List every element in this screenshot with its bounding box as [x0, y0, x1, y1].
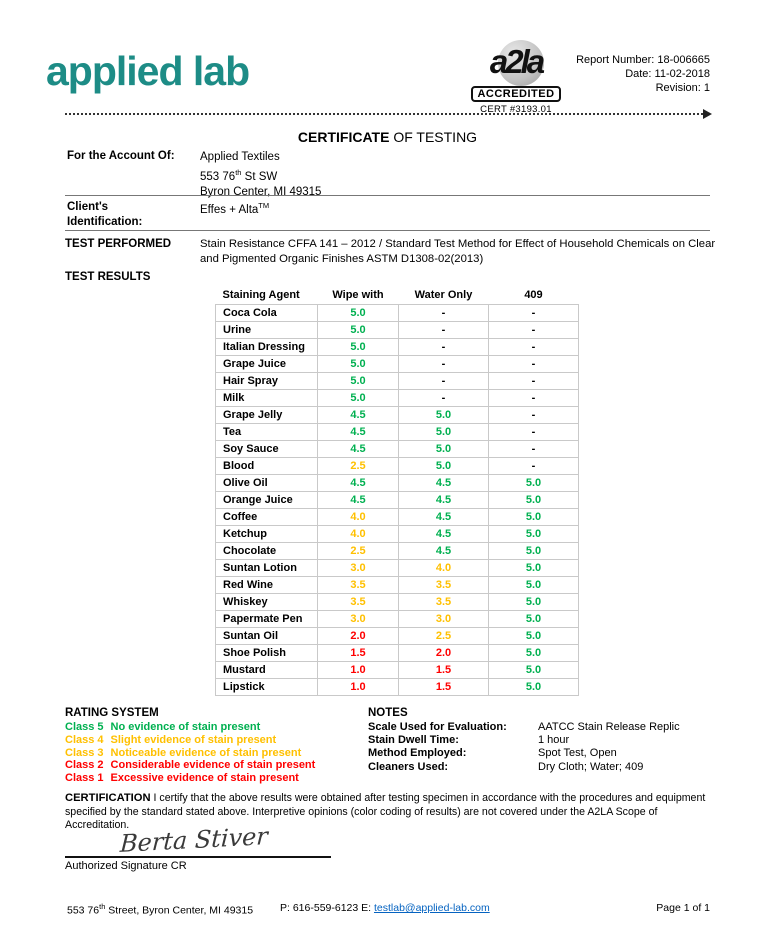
report-line: Report Number: 18-006665	[576, 54, 710, 66]
rating-class: Class 1	[65, 772, 104, 785]
col-409: 409	[524, 289, 543, 302]
note-label: Scale Used for Evaluation:	[368, 721, 507, 733]
table-row	[216, 610, 579, 627]
c409-cell: 5.0	[489, 559, 579, 576]
note-item	[368, 734, 713, 747]
wipe-cell: 5.0	[318, 389, 399, 406]
staining-agent-cell: Urine	[216, 321, 318, 338]
ordinal-sup: th	[99, 902, 106, 911]
note-label: Cleaners Used:	[368, 760, 449, 773]
c409-cell: 5.0	[489, 491, 579, 508]
note-value: Spot Test, Open	[538, 747, 617, 760]
c409-cell: 5.0	[489, 593, 579, 610]
water-cell: -	[399, 321, 489, 338]
report-line: Date: 11-02-2018	[625, 68, 710, 80]
water-cell: 3.5	[399, 576, 489, 593]
dotted-divider	[65, 113, 703, 115]
wipe-cell: 4.5	[318, 491, 399, 508]
staining-agent-cell: Soy Sauce	[216, 440, 318, 457]
table-row	[216, 457, 579, 474]
water-cell: 5.0	[399, 457, 489, 474]
water-cell: 5.0	[399, 406, 489, 423]
staining-agent-cell: Italian Dressing	[216, 338, 318, 355]
test-results-label: TEST RESULTS	[65, 271, 151, 283]
wipe-cell: 3.5	[318, 576, 399, 593]
wipe-cell: 5.0	[318, 355, 399, 372]
staining-agent-cell: Lipstick	[216, 678, 318, 695]
notes-title: NOTES	[368, 707, 408, 719]
wipe-cell: 3.0	[318, 559, 399, 576]
water-cell: 4.5	[399, 508, 489, 525]
certification-paragraph	[65, 792, 713, 833]
c409-cell: 5.0	[489, 508, 579, 525]
water-cell: 3.0	[399, 610, 489, 627]
wipe-cell: 4.5	[318, 406, 399, 423]
staining-agent-cell: Grape Juice	[216, 355, 318, 372]
table-row	[216, 542, 579, 559]
table-row	[216, 559, 579, 576]
c409-cell: -	[489, 372, 579, 389]
note-item	[368, 747, 713, 760]
wipe-cell: 5.0	[318, 372, 399, 389]
table-row	[216, 406, 579, 423]
report-info	[576, 53, 710, 95]
staining-agent-cell: Coca Cola	[216, 304, 318, 321]
water-cell: 4.5	[399, 491, 489, 508]
water-cell: 2.5	[399, 627, 489, 644]
email-link[interactable]: testlab@applied-lab.com	[373, 902, 490, 914]
water-cell: 4.0	[399, 559, 489, 576]
notes	[368, 707, 713, 774]
staining-agent-cell: Coffee	[216, 508, 318, 525]
table-row	[216, 627, 579, 644]
staining-agent-cell: Red Wine	[216, 576, 318, 593]
rating-item	[65, 747, 315, 760]
table-row	[216, 389, 579, 406]
signature-caption: Authorized Signature CR	[65, 860, 187, 872]
table-row	[216, 576, 579, 593]
rating-desc: Excessive evidence of stain present	[110, 772, 299, 785]
c409-cell: 5.0	[489, 678, 579, 695]
separator-line	[65, 195, 710, 196]
col-wipe-with: Wipe with	[332, 289, 384, 302]
note-value: AATCC Stain Release Replic	[538, 721, 680, 733]
separator-line	[65, 230, 710, 231]
c409-cell: -	[489, 457, 579, 474]
table-row	[216, 661, 579, 678]
page-title-strong: CERTIFICATE	[297, 129, 390, 145]
c409-cell: 5.0	[489, 627, 579, 644]
client-id-value: Effes + Alta™	[200, 201, 270, 216]
staining-agent-cell: Milk	[216, 389, 318, 406]
water-cell: 1.5	[399, 678, 489, 695]
c409-cell: 5.0	[489, 661, 579, 678]
table-row	[216, 372, 579, 389]
results-table-head	[216, 287, 579, 304]
staining-agent-cell: Whiskey	[216, 593, 318, 610]
test-performed-text: Stain Resistance CFFA 141 – 2012 / Standard Test Method for Effect of Household Chemicals on Clear and Pigmented Organic Finishes ASTM D1308-02(2013)	[200, 238, 716, 265]
wipe-cell: 3.5	[318, 593, 399, 610]
wipe-cell: 1.0	[318, 661, 399, 678]
table-row	[216, 644, 579, 661]
account-address	[200, 150, 321, 200]
certification-text: I certify that the above results were obtained after testing specimen in accordance with the procedures and equipment specified by the standard stated above. Interpretive opinions (color coding of results) are not covered under the A2LA Scope of Accreditation.	[65, 792, 706, 831]
c409-cell: 5.0	[489, 525, 579, 542]
rating-item	[65, 772, 315, 785]
water-cell: -	[399, 389, 489, 406]
results-table-body	[216, 304, 579, 695]
notes-list	[368, 721, 713, 774]
wipe-cell: 5.0	[318, 321, 399, 338]
c409-cell: -	[489, 423, 579, 440]
wipe-cell: 4.5	[318, 440, 399, 457]
c409-cell: -	[489, 338, 579, 355]
rating-item	[65, 734, 315, 747]
staining-agent-cell: Ketchup	[216, 525, 318, 542]
c409-cell: 5.0	[489, 576, 579, 593]
table-row	[216, 474, 579, 491]
account-label: For the Account Of:	[67, 150, 175, 162]
footer-address: 553 76th Street, Byron Center, MI 49315	[67, 902, 254, 917]
c409-cell: -	[489, 440, 579, 457]
table-row	[216, 678, 579, 695]
water-cell: 1.5	[399, 661, 489, 678]
rating-class: Class 3	[65, 746, 104, 759]
signature-handwriting: Berta Stiver	[119, 822, 269, 858]
account-street: 553 76th St SW	[200, 168, 278, 183]
staining-agent-cell: Hair Spray	[216, 372, 318, 389]
wipe-cell: 2.5	[318, 542, 399, 559]
table-row	[216, 321, 579, 338]
water-cell: -	[399, 355, 489, 372]
rating-class: Class 5	[65, 721, 104, 733]
water-cell: 4.5	[399, 474, 489, 491]
table-row	[216, 593, 579, 610]
col-water-only: Water Only	[414, 289, 473, 302]
staining-agent-cell: Grape Jelly	[216, 406, 318, 423]
rating-desc: Slight evidence of stain present	[110, 733, 277, 746]
rating-system-title: RATING SYSTEM	[65, 707, 159, 719]
staining-agent-cell: Orange Juice	[216, 491, 318, 508]
page-title-rest: OF TESTING	[389, 129, 478, 145]
water-cell: 2.0	[399, 644, 489, 661]
table-row	[216, 491, 579, 508]
footer-contact: P: 616-559-6123 E: testlab@applied-lab.com	[280, 902, 490, 914]
ordinal-sup: th	[235, 168, 242, 177]
accredited-label: ACCREDITED	[471, 86, 560, 102]
rating-desc: No evidence of stain present	[110, 721, 261, 733]
page-title	[65, 129, 710, 145]
water-cell: 3.5	[399, 593, 489, 610]
staining-agent-cell: Olive Oil	[216, 474, 318, 491]
staining-agent-cell: Tea	[216, 423, 318, 440]
c409-cell: 5.0	[489, 542, 579, 559]
wipe-cell: 5.0	[318, 338, 399, 355]
water-cell: 4.5	[399, 525, 489, 542]
c409-cell: 5.0	[489, 644, 579, 661]
c409-cell: 5.0	[489, 610, 579, 627]
table-row	[216, 508, 579, 525]
staining-agent-cell: Shoe Polish	[216, 644, 318, 661]
footer-page-number: Page 1 of 1	[656, 902, 710, 914]
table-row	[216, 525, 579, 542]
c409-cell: -	[489, 389, 579, 406]
c409-cell: -	[489, 406, 579, 423]
note-label: Stain Dwell Time:	[368, 734, 459, 747]
staining-agent-cell: Blood	[216, 457, 318, 474]
rating-item	[65, 721, 315, 734]
wipe-cell: 2.0	[318, 627, 399, 644]
staining-agent-cell: Suntan Oil	[216, 627, 318, 644]
results-table	[215, 287, 579, 696]
a2la-accreditation-badge	[462, 40, 570, 115]
water-cell: -	[399, 338, 489, 355]
note-value: Dry Cloth; Water; 409	[538, 760, 644, 773]
water-cell: -	[399, 372, 489, 389]
rating-class: Class 2	[65, 759, 104, 772]
wipe-cell: 1.0	[318, 678, 399, 695]
wipe-cell: 4.5	[318, 474, 399, 491]
staining-agent-cell: Chocolate	[216, 542, 318, 559]
c409-cell: -	[489, 321, 579, 338]
c409-cell: -	[489, 355, 579, 372]
signature-line	[65, 856, 331, 858]
account-name: Applied Textiles	[200, 151, 280, 163]
note-value: 1 hour	[538, 734, 570, 747]
water-cell: 4.5	[399, 542, 489, 559]
rating-class: Class 4	[65, 733, 104, 746]
staining-agent-cell: Papermate Pen	[216, 610, 318, 627]
wipe-cell: 3.0	[318, 610, 399, 627]
rating-list	[65, 721, 315, 785]
table-row	[216, 338, 579, 355]
wipe-cell: 5.0	[318, 304, 399, 321]
arrow-right-icon	[703, 109, 712, 119]
header-row	[216, 287, 579, 304]
certification-label: CERTIFICATION	[65, 792, 151, 804]
report-line: Revision: 1	[655, 82, 710, 94]
col-staining-agent: Staining Agent	[222, 289, 300, 302]
client-id-label: Client's Identification:	[67, 201, 143, 228]
wipe-cell: 4.0	[318, 508, 399, 525]
table-row	[216, 304, 579, 321]
water-cell: -	[399, 304, 489, 321]
rating-system	[65, 707, 315, 785]
test-performed-label: TEST PERFORMED	[65, 238, 172, 250]
staining-agent-cell: Suntan Lotion	[216, 559, 318, 576]
rating-item	[65, 759, 315, 772]
wipe-cell: 2.5	[318, 457, 399, 474]
trademark-sup: TM	[258, 201, 270, 210]
staining-agent-cell: Mustard	[216, 661, 318, 678]
a2la-logo-text: a2la	[489, 43, 543, 80]
table-row	[216, 355, 579, 372]
rating-desc: Noticeable evidence of stain present	[110, 746, 302, 759]
cert-number: CERT #3193.01	[480, 104, 552, 115]
wipe-cell: 4.5	[318, 423, 399, 440]
table-row	[216, 440, 579, 457]
wipe-cell: 1.5	[318, 644, 399, 661]
c409-cell: 5.0	[489, 474, 579, 491]
water-cell: 5.0	[399, 423, 489, 440]
applied-lab-logo: applied lab	[46, 48, 250, 94]
note-item	[368, 761, 713, 774]
note-item	[368, 721, 713, 734]
rating-desc: Considerable evidence of stain present	[110, 759, 316, 772]
water-cell: 5.0	[399, 440, 489, 457]
c409-cell: -	[489, 304, 579, 321]
account-city: Byron Center, MI 49315	[200, 185, 322, 198]
wipe-cell: 4.0	[318, 525, 399, 542]
note-label: Method Employed:	[368, 747, 467, 760]
table-row	[216, 423, 579, 440]
